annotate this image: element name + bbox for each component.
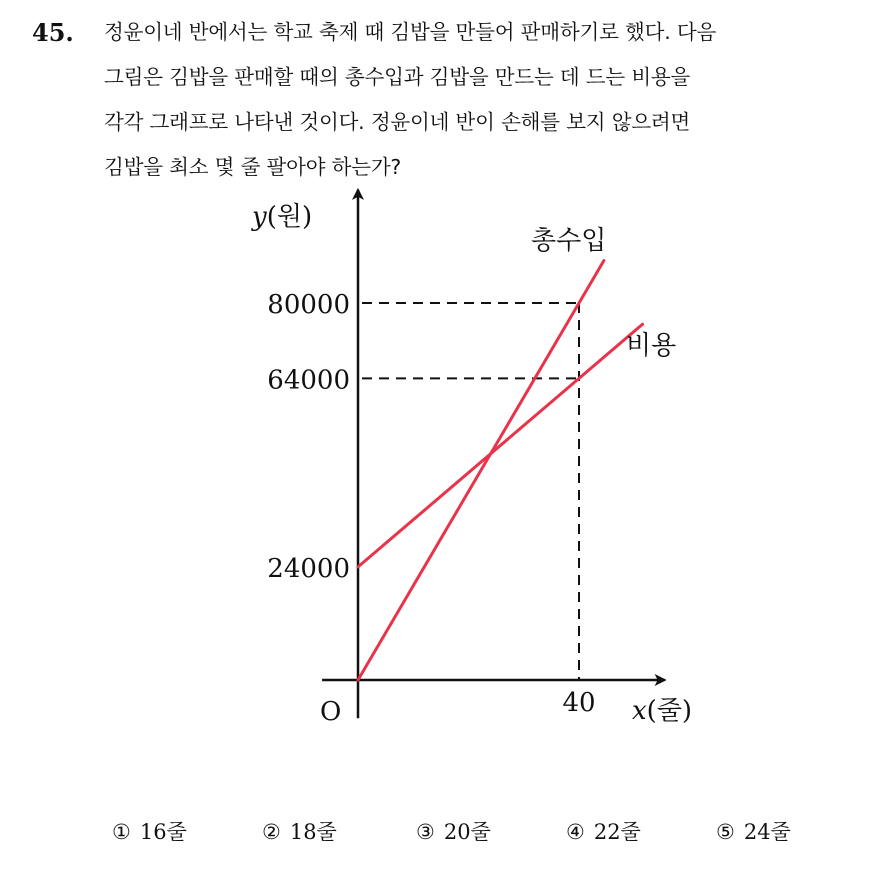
choice-text: 18줄 (289, 820, 337, 844)
choice-mark: ① (112, 820, 131, 844)
choice-mark: ⑤ (716, 820, 735, 844)
choice-mark: ② (262, 820, 281, 844)
y-axis-label: y(원) (252, 202, 313, 232)
question-line: 그림은 김밥을 판매할 때의 총수입과 김밥을 만드는 데 드는 비용을 (104, 65, 691, 89)
series-line (358, 261, 604, 680)
y-tick-label: 24000 (267, 553, 350, 584)
series-line (358, 324, 643, 567)
choice-text: 22줄 (593, 820, 641, 844)
choice-mark: ④ (566, 820, 585, 844)
series-label: 총수입 (531, 226, 607, 256)
choice-3[interactable] (416, 816, 491, 846)
axes (322, 190, 665, 718)
series-lines (358, 261, 643, 680)
choice-5[interactable] (716, 816, 791, 846)
x-axis-label: x(줄) (632, 696, 693, 726)
choice-text: 16줄 (139, 820, 187, 844)
x-tick-label: 40 (562, 688, 596, 718)
choice-2[interactable] (262, 816, 337, 846)
origin-label: O (320, 697, 342, 727)
choice-text: 24줄 (743, 820, 791, 844)
choice-1[interactable] (112, 816, 187, 846)
choice-text: 20줄 (443, 820, 491, 844)
question-line: 각각 그래프로 나타낸 것이다. 정윤이네 반이 손해를 보지 않으려면 (104, 110, 691, 134)
question-line: 정윤이네 반에서는 학교 축제 때 김밥을 만들어 판매하기로 했다. 다음 (104, 20, 717, 44)
series-label: 비용 (626, 331, 677, 361)
chart-labels (251, 202, 692, 727)
y-tick-label: 64000 (267, 365, 350, 396)
y-tick-label: 80000 (267, 290, 350, 320)
question-number: 45. (32, 18, 74, 47)
choice-mark: ③ (416, 820, 435, 844)
question-line: 김밥을 최소 몇 줄 팔아야 하는가? (104, 155, 402, 179)
choice-4[interactable] (566, 816, 641, 846)
